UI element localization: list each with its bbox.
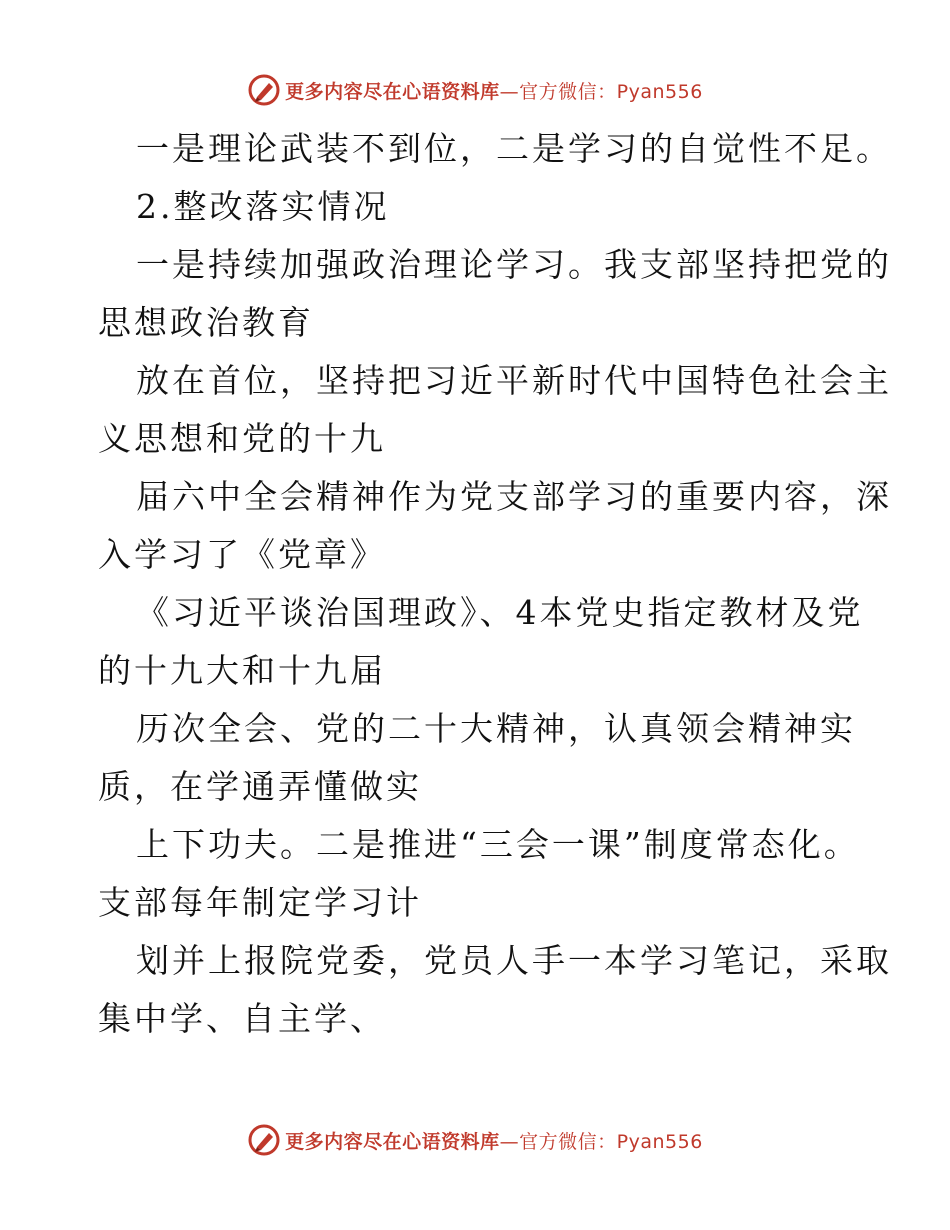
document-body (98, 120, 892, 1048)
text-line: 的十九大和十九届 (98, 651, 386, 690)
text-line: 一是持续加强政治理论学习。我支部坚持把党的 (136, 245, 892, 284)
text-line: 届六中全会精神作为党支部学习的重要内容，深 (136, 477, 892, 516)
text-line: 一是理论武装不到位，二是学习的自觉性不足。 (136, 129, 892, 168)
text-line: 思想政治教育 (98, 303, 314, 342)
watermark-main-text: 更多内容尽在心语资料库 (285, 1130, 500, 1153)
text-line: 质，在学通弄懂做实 (98, 767, 422, 806)
text-line: 放在首位，坚持把习近平新时代中国特色社会主 (136, 361, 892, 400)
watermark-text (285, 1127, 703, 1154)
watermark-dash: — (499, 80, 520, 103)
text-line: 《习近平谈治国理政》、4本党史指定教材及党 (136, 593, 864, 632)
text-line: 上下功夫。二是推进“三会一课”制度常态化。 (136, 825, 860, 864)
section-heading: 2.整改落实情况 (136, 187, 390, 226)
watermark-main-text: 更多内容尽在心语资料库 (285, 80, 500, 103)
text-line: 入学习了《党章》 (98, 535, 386, 574)
watermark-dash: — (499, 1130, 520, 1153)
footer-watermark-banner (0, 1120, 950, 1160)
pen-nib-logo-icon (247, 1123, 281, 1157)
text-line: 义思想和党的十九 (98, 419, 386, 458)
watermark-sub-text: 官方微信：Pyan556 (519, 80, 703, 103)
pen-nib-logo-icon (247, 73, 281, 107)
text-line: 历次全会、党的二十大精神，认真领会精神实 (136, 709, 856, 748)
watermark-sub-text: 官方微信：Pyan556 (519, 1130, 703, 1153)
text-line: 支部每年制定学习计 (98, 883, 422, 922)
header-watermark-banner (0, 70, 950, 110)
text-line: 划并上报院党委，党员人手一本学习笔记，采取 (136, 941, 892, 980)
watermark-text (285, 77, 703, 104)
text-line: 集中学、自主学、 (98, 999, 386, 1038)
